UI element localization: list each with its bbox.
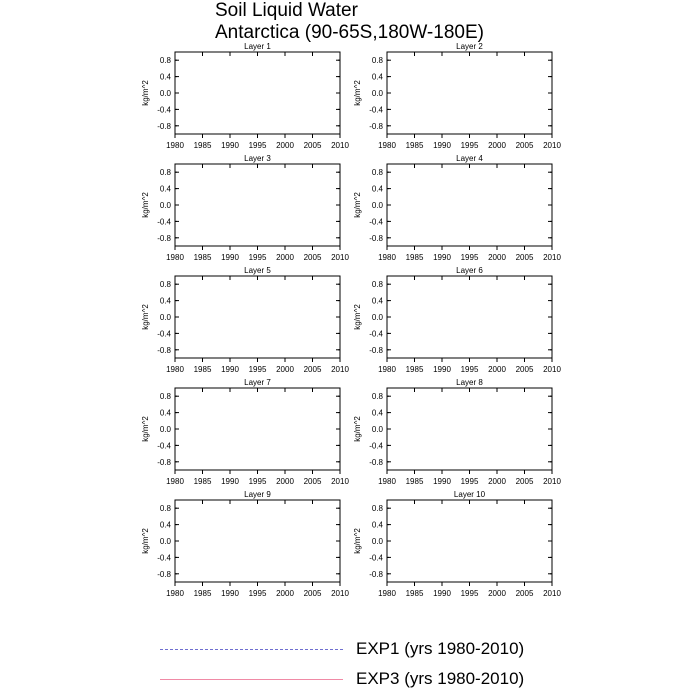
xtick-label: 1980: [166, 589, 184, 598]
xtick-label: 1995: [248, 365, 267, 374]
ytick-label: 0.8: [159, 392, 171, 402]
xtick-label: 1995: [460, 477, 479, 486]
ytick-label: 0.0: [159, 313, 171, 322]
xtick-label: 2005: [515, 589, 534, 598]
ytick-label: -0.4: [369, 329, 383, 339]
panel-9: [141, 490, 349, 598]
xtick-label: 2005: [303, 365, 322, 374]
xtick-label: 1995: [248, 589, 267, 598]
ytick-label: 0.0: [159, 201, 171, 210]
panel-8: [353, 378, 561, 486]
xtick-label: 2000: [276, 477, 294, 486]
xtick-label: 1990: [433, 477, 451, 486]
plot-frame: [175, 164, 340, 246]
ytick-label: 0.4: [159, 184, 171, 194]
panel-title: Layer 5: [244, 266, 271, 275]
xtick-label: 1985: [193, 477, 212, 486]
xtick-label: 1985: [405, 141, 424, 150]
panel-1: [141, 42, 349, 150]
title-line-2: Antarctica (90-65S,180W-180E): [215, 22, 484, 43]
y-axis-label: kg/m^2: [141, 192, 150, 218]
xtick-label: 1990: [433, 253, 451, 262]
ytick-label: 0.0: [371, 537, 383, 546]
panel-7: [141, 378, 349, 486]
xtick-label: 1990: [221, 141, 239, 150]
xtick-label: 2005: [303, 477, 322, 486]
xtick-label: 1985: [405, 589, 424, 598]
xtick-label: 1985: [405, 477, 424, 486]
plot-frame: [175, 388, 340, 470]
panel-6: [353, 266, 561, 374]
panel-2: [353, 42, 561, 150]
ytick-label: 0.0: [159, 537, 171, 546]
ytick-label: 0.0: [371, 313, 383, 322]
xtick-label: 1995: [460, 365, 479, 374]
xtick-label: 2000: [276, 365, 294, 374]
xtick-label: 2000: [488, 141, 506, 150]
ytick-label: 0.4: [371, 184, 383, 194]
plot-frame: [387, 52, 552, 134]
xtick-label: 2005: [303, 589, 322, 598]
y-axis-label: kg/m^2: [353, 304, 362, 330]
ytick-label: -0.8: [157, 233, 171, 243]
xtick-label: 1990: [433, 141, 451, 150]
xtick-label: 1980: [378, 365, 396, 374]
xtick-label: 1995: [248, 253, 267, 262]
xtick-label: 1990: [221, 477, 239, 486]
xtick-label: 2010: [543, 253, 561, 262]
panel-title: Layer 7: [244, 378, 271, 387]
xtick-label: 1980: [166, 365, 184, 374]
xtick-label: 2005: [515, 477, 534, 486]
ytick-label: -0.4: [157, 217, 171, 227]
xtick-label: 2005: [515, 141, 534, 150]
panel-5: [141, 266, 349, 374]
y-axis-label: kg/m^2: [353, 416, 362, 442]
xtick-label: 1995: [460, 253, 479, 262]
xtick-label: 1985: [405, 365, 424, 374]
plot-frame: [387, 276, 552, 358]
xtick-label: 1995: [248, 477, 267, 486]
ytick-label: -0.4: [157, 441, 171, 451]
legend-line-exp1: [160, 649, 343, 650]
ytick-label: -0.8: [369, 345, 383, 355]
xtick-label: 1980: [378, 141, 396, 150]
xtick-label: 1985: [193, 141, 212, 150]
plot-frame: [387, 164, 552, 246]
panel-title: Layer 1: [244, 42, 271, 51]
xtick-label: 2010: [543, 365, 561, 374]
xtick-label: 1990: [221, 365, 239, 374]
panel-4: [353, 154, 561, 262]
xtick-label: 2010: [331, 365, 349, 374]
title-line-1: Soil Liquid Water: [215, 0, 358, 21]
ytick-label: 0.8: [159, 168, 171, 178]
panel-title: Layer 2: [456, 42, 483, 51]
ytick-label: -0.4: [157, 105, 171, 115]
ytick-label: 0.4: [159, 408, 171, 418]
ytick-label: 0.8: [159, 280, 171, 290]
ytick-label: 0.8: [371, 392, 383, 402]
plot-frame: [175, 500, 340, 582]
xtick-label: 2000: [488, 253, 506, 262]
legend-line-exp3: [160, 679, 343, 680]
ytick-label: -0.4: [157, 553, 171, 563]
panel-title: Layer 9: [244, 490, 271, 499]
panel-title: Layer 10: [453, 490, 486, 499]
xtick-label: 2010: [543, 589, 561, 598]
ytick-label: -0.4: [369, 553, 383, 563]
legend-entry-exp1: [160, 638, 560, 662]
plot-frame: [387, 500, 552, 582]
xtick-label: 1980: [378, 589, 396, 598]
xtick-label: 1985: [193, 589, 212, 598]
y-axis-label: kg/m^2: [141, 416, 150, 442]
ytick-label: 0.8: [371, 504, 383, 514]
xtick-label: 2010: [331, 589, 349, 598]
xtick-label: 2005: [303, 141, 322, 150]
xtick-label: 1980: [378, 477, 396, 486]
xtick-label: 2005: [515, 365, 534, 374]
xtick-label: 2000: [276, 253, 294, 262]
ytick-label: 0.0: [371, 89, 383, 98]
xtick-label: 1980: [166, 253, 184, 262]
ytick-label: 0.4: [371, 72, 383, 82]
xtick-label: 2010: [543, 141, 561, 150]
ytick-label: 0.0: [371, 201, 383, 210]
ytick-label: 0.4: [371, 520, 383, 530]
ytick-label: -0.4: [157, 329, 171, 339]
ytick-label: 0.8: [371, 168, 383, 178]
xtick-label: 1980: [378, 253, 396, 262]
xtick-label: 2005: [303, 253, 322, 262]
ytick-label: 0.4: [371, 408, 383, 418]
panel-10: [353, 490, 561, 598]
y-axis-label: kg/m^2: [141, 80, 150, 106]
xtick-label: 2000: [488, 589, 506, 598]
ytick-label: 0.0: [371, 425, 383, 434]
ytick-label: -0.4: [369, 217, 383, 227]
ytick-label: -0.4: [369, 441, 383, 451]
xtick-label: 2010: [543, 477, 561, 486]
xtick-label: 1990: [221, 589, 239, 598]
panel-title: Layer 6: [456, 266, 483, 275]
ytick-label: 0.8: [371, 280, 383, 290]
panel-title: Layer 3: [244, 154, 271, 163]
xtick-label: 1995: [460, 141, 479, 150]
y-axis-label: kg/m^2: [353, 80, 362, 106]
plot-frame: [175, 276, 340, 358]
ytick-label: -0.4: [369, 105, 383, 115]
xtick-label: 2010: [331, 141, 349, 150]
xtick-label: 1985: [193, 253, 212, 262]
xtick-label: 1990: [221, 253, 239, 262]
xtick-label: 2000: [276, 141, 294, 150]
legend-label-exp1: EXP1 (yrs 1980-2010): [356, 639, 525, 658]
xtick-label: 2000: [488, 365, 506, 374]
panel-title: Layer 8: [456, 378, 483, 387]
ytick-label: -0.8: [369, 457, 383, 467]
xtick-label: 1985: [193, 365, 212, 374]
ytick-label: 0.8: [371, 56, 383, 66]
xtick-label: 1980: [166, 477, 184, 486]
xtick-label: 1995: [248, 141, 267, 150]
ytick-label: -0.8: [157, 345, 171, 355]
y-axis-label: kg/m^2: [353, 192, 362, 218]
plot-frame: [175, 52, 340, 134]
ytick-label: 0.0: [159, 89, 171, 98]
ytick-label: -0.8: [369, 569, 383, 579]
xtick-label: 1990: [433, 365, 451, 374]
panel-title: Layer 4: [456, 154, 483, 163]
xtick-label: 1990: [433, 589, 451, 598]
y-axis-label: kg/m^2: [141, 304, 150, 330]
panel-3: [141, 154, 349, 262]
ytick-label: 0.4: [371, 296, 383, 306]
ytick-label: 0.4: [159, 72, 171, 82]
xtick-label: 2010: [331, 253, 349, 262]
legend-entry-exp3: [160, 668, 560, 692]
ytick-label: 0.4: [159, 296, 171, 306]
xtick-label: 1980: [166, 141, 184, 150]
y-axis-label: kg/m^2: [353, 528, 362, 554]
xtick-label: 1995: [460, 589, 479, 598]
ytick-label: 0.0: [159, 425, 171, 434]
ytick-label: -0.8: [369, 233, 383, 243]
plot-frame: [387, 388, 552, 470]
ytick-label: 0.8: [159, 504, 171, 514]
xtick-label: 1985: [405, 253, 424, 262]
ytick-label: 0.4: [159, 520, 171, 530]
xtick-label: 2000: [488, 477, 506, 486]
xtick-label: 2005: [515, 253, 534, 262]
legend-label-exp3: EXP3 (yrs 1980-2010): [356, 669, 525, 688]
ytick-label: -0.8: [157, 457, 171, 467]
xtick-label: 2000: [276, 589, 294, 598]
xtick-label: 2010: [331, 477, 349, 486]
ytick-label: -0.8: [157, 569, 171, 579]
ytick-label: -0.8: [369, 121, 383, 131]
y-axis-label: kg/m^2: [141, 528, 150, 554]
ytick-label: -0.8: [157, 121, 171, 131]
ytick-label: 0.8: [159, 56, 171, 66]
